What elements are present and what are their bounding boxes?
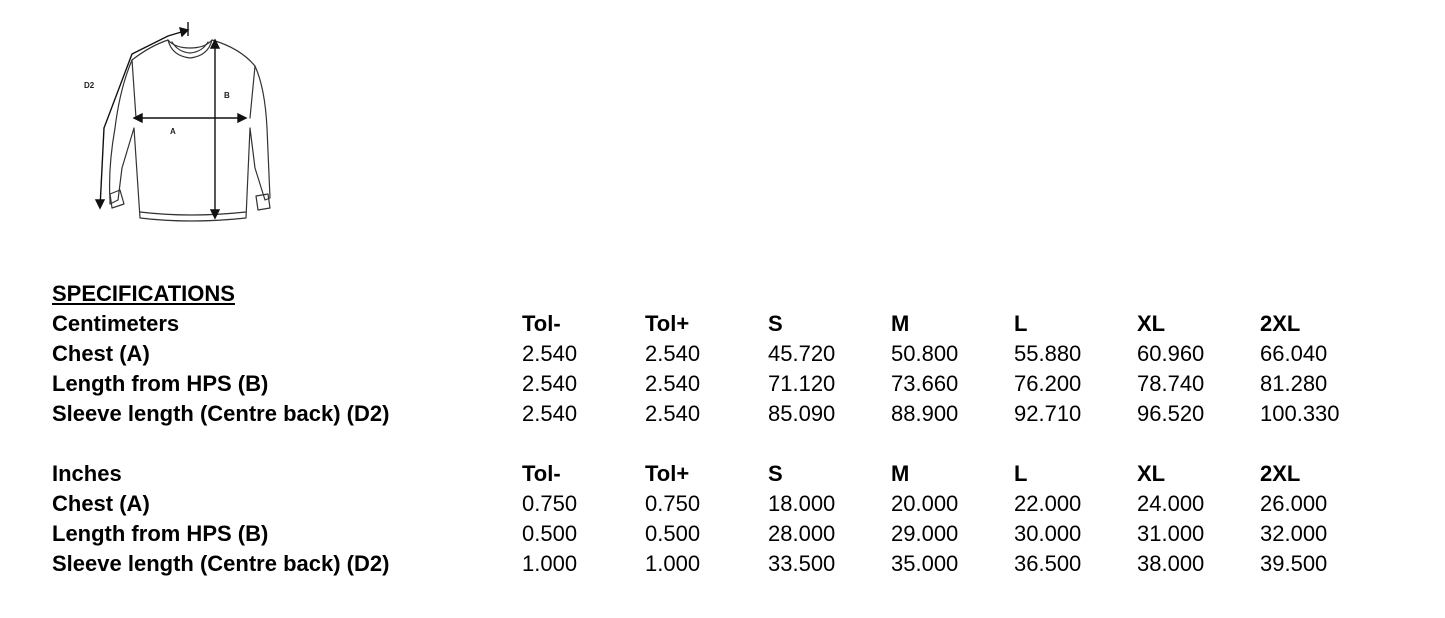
cell-value: 22.000: [1014, 491, 1082, 516]
centimeters-spec-table: [52, 309, 1360, 429]
cell-value: 36.500: [1014, 551, 1082, 576]
cell-value: 29.000: [891, 521, 959, 546]
d2-label: D2: [84, 81, 95, 90]
cell-value: 2.540: [522, 401, 578, 426]
cell-value: 31.000: [1137, 521, 1205, 546]
table-row: [52, 519, 1360, 549]
cell-value: 85.090: [768, 401, 836, 426]
cell-value: 35.000: [891, 551, 959, 576]
cell-value: 2.540: [522, 371, 578, 396]
cell-value: 20.000: [891, 491, 959, 516]
unit-label: Inches: [52, 461, 122, 486]
row-label: Length from HPS (B): [52, 521, 269, 546]
table-row: [52, 489, 1360, 519]
cell-value: 55.880: [1014, 341, 1082, 366]
row-label: Chest (A): [52, 491, 150, 516]
inches-spec-table: [52, 459, 1360, 579]
table-row: [52, 369, 1360, 399]
cell-value: 32.000: [1260, 521, 1328, 546]
column-header: Tol-: [522, 461, 561, 486]
cell-value: 60.960: [1137, 341, 1205, 366]
cell-value: 2.540: [522, 341, 578, 366]
unit-label: Centimeters: [52, 311, 180, 336]
column-header: Tol-: [522, 311, 561, 336]
column-header: M: [891, 311, 910, 336]
cell-value: 81.280: [1260, 371, 1328, 396]
cell-value: 26.000: [1260, 491, 1328, 516]
cell-value: 0.500: [522, 521, 578, 546]
table-row: [52, 549, 1360, 579]
column-header: S: [768, 461, 783, 486]
column-header: L: [1014, 461, 1028, 486]
b-label: B: [224, 91, 230, 100]
row-label: Chest (A): [52, 341, 150, 366]
column-header: XL: [1137, 461, 1166, 486]
cell-value: 33.500: [768, 551, 836, 576]
row-label: Sleeve length (Centre back) (D2): [52, 551, 390, 576]
cell-value: 2.540: [645, 401, 701, 426]
table-header-row: [52, 309, 1360, 339]
long-sleeve-shirt-illustration: [60, 18, 300, 233]
row-label: Sleeve length (Centre back) (D2): [52, 401, 390, 426]
column-header: 2XL: [1260, 461, 1301, 486]
cell-value: 18.000: [768, 491, 836, 516]
cell-value: 88.900: [891, 401, 959, 426]
table-row: [52, 339, 1360, 369]
table-row: [52, 399, 1360, 429]
table-header-row: [52, 459, 1360, 489]
cell-value: 66.040: [1260, 341, 1328, 366]
cell-value: 92.710: [1014, 401, 1082, 426]
column-header: Tol+: [645, 461, 690, 486]
cell-value: 2.540: [645, 341, 701, 366]
garment-measurement-diagram: [60, 18, 300, 233]
cell-value: 1.000: [645, 551, 701, 576]
cell-value: 0.500: [645, 521, 701, 546]
column-header: M: [891, 461, 910, 486]
cell-value: 50.800: [891, 341, 959, 366]
cell-value: 71.120: [768, 371, 836, 396]
cell-value: 1.000: [522, 551, 578, 576]
cell-value: 30.000: [1014, 521, 1082, 546]
cell-value: 2.540: [645, 371, 701, 396]
cell-value: 100.330: [1260, 401, 1340, 426]
column-header: XL: [1137, 311, 1166, 336]
column-header: L: [1014, 311, 1028, 336]
cell-value: 39.500: [1260, 551, 1328, 576]
a-label: A: [170, 127, 176, 136]
cell-value: 28.000: [768, 521, 836, 546]
cell-value: 96.520: [1137, 401, 1205, 426]
cell-value: 0.750: [645, 491, 701, 516]
cell-value: 0.750: [522, 491, 578, 516]
row-label: Length from HPS (B): [52, 371, 269, 396]
cell-value: 24.000: [1137, 491, 1205, 516]
cell-value: 73.660: [891, 371, 959, 396]
specifications-title: SPECIFICATIONS: [52, 281, 235, 306]
column-header: Tol+: [645, 311, 690, 336]
column-header: S: [768, 311, 783, 336]
cell-value: 45.720: [768, 341, 836, 366]
cell-value: 38.000: [1137, 551, 1205, 576]
column-header: 2XL: [1260, 311, 1301, 336]
cell-value: 78.740: [1137, 371, 1205, 396]
cell-value: 76.200: [1014, 371, 1082, 396]
